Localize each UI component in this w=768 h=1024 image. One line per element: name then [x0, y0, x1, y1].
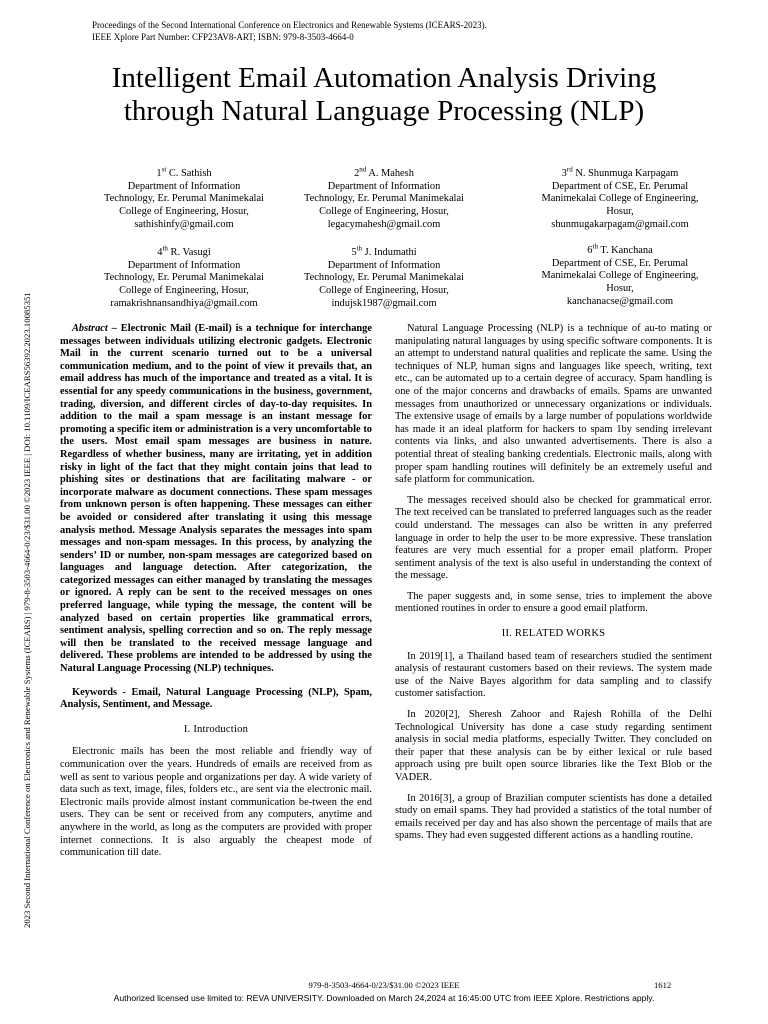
body-paragraph: The messages received should also be checked for grammatical error. The text received can be translated to preferred languages such as the reader could understand. The messages can also be written in any preferred language in order to help the user to be more expressive. These translation features are very much essential for a proper email platform. Proper sentiment analysis of the text is also useful in understanding the context of the message.: [395, 494, 712, 582]
author-affiliation: Department of Information: [127, 180, 241, 192]
author-affiliation: College of Engineering, Hosur,: [119, 285, 249, 297]
related-paragraph: In 2020[2], Sheresh Zahoor and Rajesh Rohilla of the Delhi Technological University has done a case study regarding sentiment analysis in social media platforms, especially Twitter. They concluded on their paper that these analysis can be by either lexical or rule based approach using pre built open source libraries like the Text Blob or the VADER.: [395, 709, 712, 783]
license-notice: Authorized licensed use limited to: REVA UNIVERSITY. Downloaded on March 24,2024 at 16:45:00 UTC from IEEE Xplore. Restrictions apply.: [113, 993, 655, 1003]
author-email: indujsk1987@gmail.com: [331, 297, 437, 309]
author-name: N. Shunmuga Karpagam: [575, 168, 679, 179]
intro-paragraph: Electronic mails has been the most reliable and friendly way of communication over the years. Hundreds of emails are received from as well as sent to various people and organizations per day. A wide variety of data such as text, image, files, folders etc., are sent via the electronic mail. Electronic mails provide almost instant communication be-tween the end users. They can be sent or received from any computers, anytime and anywhere in the world, as long as the computers are provided with proper internet connections. It is also arguably the cheapest mode of communication till date.: [60, 746, 372, 859]
author-affiliation: Department of CSE, Er. Perumal: [551, 180, 689, 192]
author-email: ramakrishnansandhiya@gmail.com: [110, 297, 258, 309]
page-number: 1612: [654, 980, 672, 990]
author-email: legacymahesh@gmail.com: [327, 218, 441, 230]
author-affiliation: Department of Information: [127, 259, 241, 271]
section-heading-introduction: I. Introduction: [183, 723, 249, 735]
section-heading-related-works: II. RELATED WORKS: [501, 628, 606, 640]
author-5: [284, 244, 484, 311]
author-number: 6: [587, 245, 593, 256]
proceedings-header: [92, 19, 487, 43]
paper-title: [40, 62, 728, 128]
abstract-dash: –: [107, 323, 121, 334]
author-name: C. Sathish: [168, 168, 212, 179]
author-affiliation: Department of Information: [327, 259, 441, 271]
related-paragraph: In 2019[1], a Thailand based team of researchers studied the sentiment analysis of restaurant customers based on their reviews. The system made use of the Naive Bayes algorithm for data sampling and to classify customer satisfaction.: [395, 650, 712, 700]
author-affiliation: Department of Information: [327, 180, 441, 192]
author-affiliation: Manimekalai College of Engineering,: [541, 270, 699, 282]
author-3: [520, 165, 720, 232]
left-column: [60, 323, 372, 860]
author-affiliation: Manimekalai College of Engineering,: [541, 193, 699, 205]
abstract-heading: Abstract: [72, 323, 108, 334]
author-number: 2: [354, 168, 360, 179]
author-email: kanchanacse@gmail.com: [566, 295, 674, 307]
author-ordinal: st: [161, 165, 167, 174]
side-citation-text: 2023 Second International Conference on Electronics and Renewable Systems (ICEARS) | 979-8-3503-4664-0/23/$31.00 ©2023 IEEE | DOI: 10.1109/ICEARS56392.2023.10085351: [22, 292, 32, 928]
author-affiliation: Department of CSE, Er. Perumal: [551, 257, 689, 269]
author-name: R. Vasugi: [170, 247, 211, 258]
abstract-body: Electronic Mail (E-mail) is a technique for interchange messages between individuals utilizing electronic gadgets. Electronic Mail in the current scenario turned out to be a universal communication medium, and to the point of view it prevails that, an email address has much of the importance and treated as a vital. It is essential for any speedy communications in the business, government, trading, diversion, and different circles of day-to-day requisites. In addition to the mail a spam message is an instant message for promoting a specific item or administration is a very uncomfortable to the users. Most email spam messages are business in nature. Regardless of whether business, many are irritating, yet in addition risky in light of the fact that they might contain joins that lead to phishing sites or destinations that are facilitating malware - or incorporate malware as document connections. These spam messages from unknown person is often happening. These messages can either be avoided or considered after translating it using this message analysis method. Message Analysis separates the messages into spam messages and non-spam messages. In this process, by analyzing the senders’ ID or number, non-spam messages are categorized based on languages and language detection. After categorization, the categorized messages can either managed by translating the messages or ignored. A reply can be sent to the received messages on ones preferred language, while typing the message, the content will be analyzed based on certain properties like grammatical errors, sentiment analysis, spelling correction and so on. The reply message will then be translated to the received message language and delivered. These problems are intended to be addressed by using the Natural Language Processing (NLP) techniques.: [60, 323, 372, 675]
proceedings-line: Proceedings of the Second International Conference on Electronics and Renewable Systems (ICEARS-2023).: [92, 20, 487, 30]
author-4: [84, 244, 284, 311]
author-affiliation: College of Engineering, Hosur,: [119, 206, 249, 218]
author-affiliation: Hosur,: [606, 206, 634, 218]
body-paragraph: Natural Language Processing (NLP) is a technique of au-to mating or manipulating natural languages by using specific software components. It is an attempt to understand natural qualities and replicate the same. Using the techniques of NLP, human signs and languages like speech, writing, text etc., can be automated up to a certain degree of accuracy. Spam handling is one of the major concerns and drawbacks of emails. Spams are unwanted messages from unauthorized or unnecessary organizations or individuals. The extensive usage of emails by a large number of populations worldwide has made it an ideal platform for hackers to spam 1by sending irrelevant contents via links, and also unwanted advertisements. There is also a potential threat of stealing banking credentials. Electronic mails, along with proper spam handling routines will definitely be an extremely useful and safe platform for communication.: [395, 323, 712, 486]
abstract: [60, 323, 372, 676]
right-column: [395, 323, 712, 843]
author-name: A. Mahesh: [368, 168, 414, 179]
author-name: J. Indumathi: [364, 247, 417, 258]
author-affiliation: Technology, Er. Perumal Manimekalai: [304, 272, 464, 284]
related-paragraph: In 2016[3], a group of Brazilian computer scientists has done a detailed study on email spams. They had provided a statistics of the total number of emails received per day and has also shown the percentage of mails that are spams. They had even suggested different actions as a handling routine.: [395, 792, 712, 842]
footer-code: 979-8-3503-4664-0/23/$31.00 ©2023 IEEE: [308, 980, 460, 990]
author-affiliation: College of Engineering, Hosur,: [319, 285, 449, 297]
author-affiliation: Technology, Er. Perumal Manimekalai: [304, 193, 464, 205]
author-number: 1: [156, 168, 162, 179]
author-2: [284, 165, 484, 232]
author-number: 4: [157, 247, 163, 258]
body-paragraph: The paper suggests and, in some sense, tries to implement the above mentioned routines in order to ensure a good email platform.: [395, 590, 712, 615]
author-affiliation: Technology, Er. Perumal Manimekalai: [104, 193, 264, 205]
author-ordinal: th: [356, 244, 363, 253]
author-ordinal: th: [592, 242, 598, 251]
author-1: [84, 165, 284, 232]
author-email: shunmugakarpagam@gmail.com: [551, 218, 689, 230]
author-number: 5: [351, 247, 357, 258]
xplore-line: IEEE Xplore Part Number: CFP23AV8-ART; ISBN: 979-8-3503-4664-0: [92, 32, 354, 42]
author-number: 3: [561, 168, 567, 179]
author-ordinal: nd: [359, 165, 367, 174]
author-affiliation: College of Engineering, Hosur,: [319, 206, 449, 218]
author-6: [520, 242, 720, 309]
author-affiliation: Hosur,: [606, 283, 634, 295]
author-ordinal: th: [162, 244, 168, 253]
author-email: sathishinfy@gmail.com: [134, 218, 234, 230]
author-ordinal: rd: [566, 165, 573, 174]
author-affiliation: Technology, Er. Perumal Manimekalai: [104, 272, 264, 284]
author-name: T. Kanchana: [600, 245, 653, 256]
keywords: Keywords - Email, Natural Language Processing (NLP), Spam, Analysis, Sentiment, and Message.: [60, 686, 372, 711]
title-line-1: Intelligent Email Automation Analysis Driving: [111, 62, 657, 94]
title-line-2: through Natural Language Processing (NLP): [123, 95, 645, 127]
